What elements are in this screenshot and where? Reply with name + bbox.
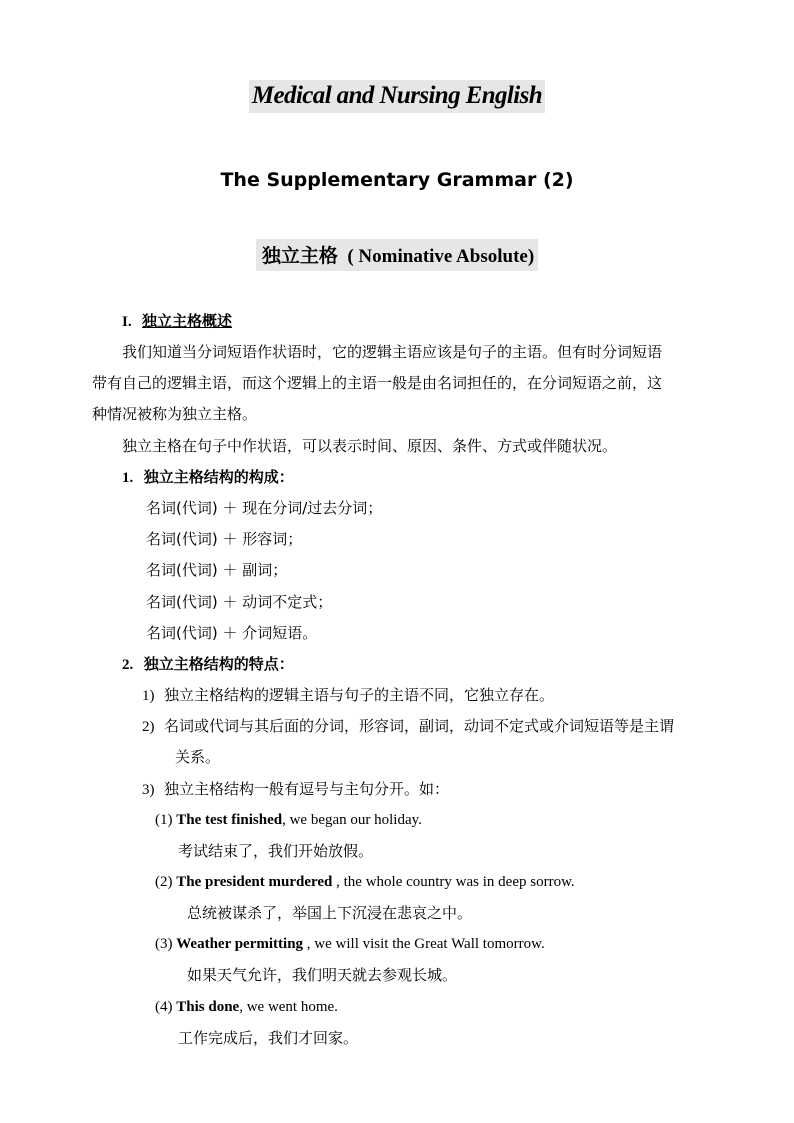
example-translation: 考试结束了，我们开始放假。: [178, 842, 374, 860]
example-lead: The test finished: [176, 812, 283, 828]
paragraph-line: 带有自己的逻辑主语，而这个逻辑上的主语一般是由名词担任的，在分词短语之前，这: [92, 374, 663, 392]
point-text: 独立主格结构一般有逗号与主句分开。如：: [164, 780, 450, 798]
subsection-heading: [122, 654, 294, 675]
example-lead: Weather permitting: [176, 936, 304, 952]
paragraph: 独立主格在句子中作状语，可以表示时间、原因、条件、方式或伴随状况。: [122, 437, 618, 455]
point-number: 2): [142, 719, 155, 735]
example-translation: 总统被谋杀了，举国上下沉浸在悲哀之中。: [187, 904, 473, 922]
subsection-title: 独立主格结构的特点：: [143, 655, 294, 673]
topic-row: [0, 239, 794, 271]
list-item: 名词(代词) ＋ 形容词；: [146, 530, 303, 548]
example-number: (4): [155, 999, 173, 1015]
example-sentence: [155, 872, 575, 892]
example-number: (2): [155, 874, 173, 890]
example-number: (3): [155, 936, 173, 952]
list-item: 名词(代词) ＋ 介词短语。: [146, 624, 318, 642]
subtitle-row: [0, 169, 794, 191]
subsection-number: 2.: [122, 657, 134, 673]
feature-point: [142, 685, 554, 706]
example-rest: , we will visit the Great Wall tomorrow.: [303, 936, 545, 952]
example-sentence: [155, 997, 338, 1017]
topic-heading-cn: 独立主格: [261, 245, 338, 267]
feature-point: [142, 779, 449, 800]
example-rest: , we went home.: [239, 999, 338, 1015]
list-item: 名词(代词) ＋ 现在分词/过去分词；: [146, 499, 383, 517]
example-lead: The president murdered: [176, 874, 333, 890]
point-text-continuation: 关系。: [175, 748, 221, 766]
example-sentence: [155, 810, 422, 830]
section-title: 独立主格概述: [142, 312, 233, 330]
document-subtitle: The Supplementary Grammar (2): [220, 169, 574, 191]
example-translation: 工作完成后，我们才回家。: [178, 1029, 359, 1047]
example-number: (1): [155, 812, 173, 828]
example-translation: 如果天气允许，我们明天就去参观长城。: [187, 966, 458, 984]
example-sentence: [155, 934, 545, 954]
point-number: 1): [142, 688, 155, 704]
topic-heading: [256, 239, 538, 271]
example-rest: , we began our holiday.: [282, 812, 422, 828]
paragraph-line: 种情况被称为独立主格。: [92, 405, 258, 423]
point-number: 3): [142, 782, 155, 798]
topic-heading-en: ( Nominative Absolute): [347, 246, 535, 267]
list-item: 名词(代词) ＋ 副词；: [146, 561, 288, 579]
example-rest: , the whole country was in deep sorrow.: [332, 874, 575, 890]
section-number: I.: [122, 314, 132, 330]
point-text: 名词或代词与其后面的分词，形容词，副词，动词不定式或介词短语等是主谓: [164, 717, 675, 735]
subsection-heading: [122, 467, 294, 488]
document-title: Medical and Nursing English: [249, 80, 545, 113]
paragraph-line: 我们知道当分词短语作状语时，它的逻辑主语应该是句子的主语。但有时分词短语: [122, 343, 663, 361]
title-row: [0, 80, 794, 113]
section-heading: [122, 311, 232, 332]
list-item: 名词(代词) ＋ 动词不定式；: [146, 593, 333, 611]
example-lead: This done: [176, 999, 240, 1015]
subsection-title: 独立主格结构的构成：: [143, 468, 294, 486]
feature-point: [142, 716, 674, 737]
subsection-number: 1.: [122, 470, 134, 486]
point-text: 独立主格结构的逻辑主语与句子的主语不同，它独立存在。: [164, 686, 555, 704]
